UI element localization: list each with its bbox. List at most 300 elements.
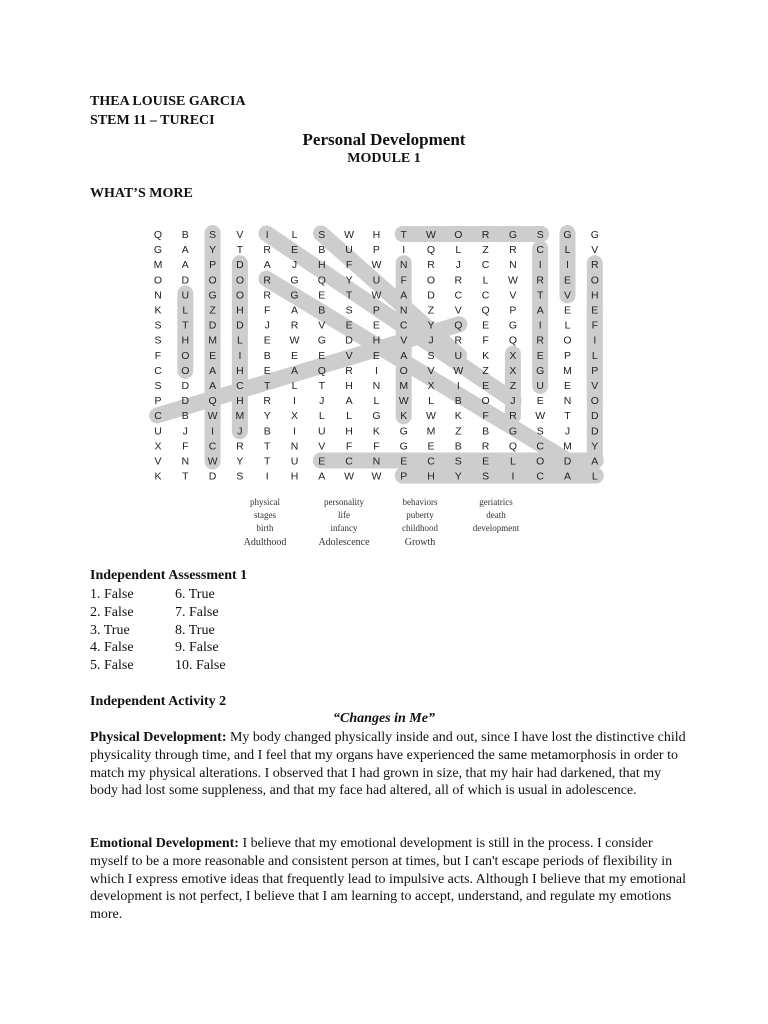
grid-letter: E [427,440,435,453]
word-adolescence: Adolescence [318,537,370,548]
answer-item: 5. False [90,658,134,674]
grid-letter: Q [317,274,326,287]
grid-letter: S [482,470,490,483]
grid-letter: A [536,304,544,317]
grid-letter: W [535,410,546,423]
grid-letter: N [154,289,162,302]
grid-letter: J [291,259,298,272]
grid-letter: H [236,304,244,317]
grid-letter: J [428,334,434,347]
grid-letter: B [318,304,326,317]
grid-letter: G [399,440,408,453]
grid-letter: O [181,349,190,362]
word-childhood: childhood [402,523,438,533]
grid-letter: L [482,274,489,287]
grid-letter: E [318,289,326,302]
grid-letter: N [563,395,572,408]
grid-letter: A [209,364,217,377]
word-search-puzzle [140,215,625,495]
grid-letter: O [481,395,490,408]
grid-letter: A [209,380,217,392]
grid-letter: U [154,425,162,438]
grid-letter: R [427,259,435,272]
grid-letter: D [181,395,190,408]
grid-letter: W [207,410,218,423]
document-title: Personal Development [302,130,466,149]
grid-letter: O [235,274,244,287]
grid-letter: I [593,334,597,347]
grid-letter: F [400,274,407,287]
grid-letter: A [345,395,353,408]
grid-letter: C [536,470,544,483]
grid-letter: R [481,440,490,453]
grid-letter: Z [455,425,462,438]
grid-letter: D [345,334,353,347]
grid-letter: O [590,395,599,408]
grid-letter: V [154,455,162,468]
grid-letter: S [345,304,353,317]
grid-letter: G [317,334,326,347]
grid-letter: S [427,349,435,362]
grid-letter: P [209,259,217,272]
grid-letter: C [536,244,544,257]
answer-item: 3. True [90,622,130,638]
grid-letter: E [318,349,326,362]
word-physical: physical [250,497,280,507]
word-development: development [472,523,520,533]
grid-letter: R [591,259,599,272]
grid-letter: J [182,425,188,438]
word-stages: stages [254,510,276,520]
grid-letter: U [290,455,299,468]
answer-item: 4. False [90,640,134,656]
grid-letter: U [372,274,381,287]
grid-letter: I [456,380,460,392]
grid-letter: N [399,304,408,317]
emotional-development-text: I believe that my emotional development is still in the process. I consider myself to be a more reasonable and consistent person at times, but I can't escape periods of flexibility in which I express emotive ideas that frequently lead to impulsive acts. Although I believe that my emotional development is not perfect, I believe that I am learning to accept, understand, and regulate my emotions more. [90,836,687,923]
grid-letter: M [563,440,572,453]
answers-col-1 [90,586,134,675]
grid-letter: G [536,364,545,377]
grid-letter: G [399,425,408,438]
grid-letter: W [344,470,355,483]
grid-letter: E [563,304,572,317]
grid-letter: Z [509,380,517,392]
grid-letter: W [453,364,464,377]
grid-letter: L [236,334,243,347]
grid-letter: S [536,229,544,241]
grid-letter: W [426,410,436,423]
grid-letter: W [207,455,218,468]
grid-letter: G [563,229,572,241]
grid-letter: J [264,319,270,332]
grid-letter: E [290,349,299,362]
grid-letter: H [318,259,326,272]
answer-item: 1. False [90,587,134,602]
grid-letter: Y [427,319,435,332]
grid-letter: G [290,289,299,302]
word-growth: Growth [404,537,436,548]
grid-letter: O [536,455,545,468]
grid-letter: P [154,395,162,408]
grid-letter: E [372,349,380,362]
grid-letter: Y [591,440,599,453]
grid-letter: F [345,259,353,272]
grid-letter: U [454,349,463,362]
grid-letter: I [293,425,296,438]
grid-letter: D [208,319,217,332]
grid-letter: F [591,319,599,332]
answer-item: 8. True [175,622,215,638]
activity-subtitle: “Changes in Me” [333,711,435,726]
word-life: life [338,510,350,520]
grid-letter: W [289,334,300,347]
grid-letter: K [372,425,380,438]
grid-letter: R [290,319,299,332]
grid-letter: F [182,440,189,453]
grid-letter: W [371,470,382,483]
grid-letter: B [482,425,490,438]
grid-letter: J [237,425,243,438]
grid-letter: V [509,289,517,302]
grid-letter: R [263,289,271,302]
whats-more-heading: WHAT’S MORE [90,186,193,201]
grid-letter: E [400,455,408,468]
grid-letter: V [427,364,435,377]
grid-letter: S [154,334,162,347]
grid-letter: V [236,229,244,241]
grid-letter: H [345,425,353,438]
grid-letter: B [263,349,271,362]
word-death: death [486,510,506,520]
grid-letter: F [154,349,162,362]
grid-letter: T [182,319,189,332]
grid-letter: M [426,425,436,438]
grid-letter: I [374,364,378,377]
grid-letter: T [345,289,353,302]
grid-letter: H [236,364,244,377]
grid-letter: O [153,274,163,287]
grid-letter: A [181,259,189,272]
emotional-development-label: Emotional Development: [90,836,239,851]
grid-letter: O [235,289,244,302]
grid-letter: R [481,229,490,241]
grid-letter: I [265,470,269,483]
grid-letter: T [318,380,326,392]
physical-development-label: Physical Development: [90,730,227,745]
grid-letter: T [564,410,571,423]
grid-letter: V [400,334,408,347]
grid-letter: H [372,229,381,241]
grid-letter: H [345,380,353,392]
word-geriatrics: geriatrics [479,497,513,507]
grid-letter: T [536,289,544,302]
grid-letter: D [181,274,190,287]
grid-letter: N [372,380,381,392]
grid-letter: Q [153,229,163,241]
grid-letter: R [509,244,517,257]
grid-letter: Q [454,319,463,332]
grid-letter: P [372,244,380,257]
grid-letter: A [563,470,572,483]
grid-letter: G [508,319,517,332]
grid-letter: B [181,229,189,241]
grid-letter: M [563,364,572,377]
grid-letter: H [290,470,299,483]
grid-letter: C [208,440,217,453]
grid-letter: O [426,274,436,287]
grid-letter: R [263,395,271,408]
grid-letter: E [263,364,271,377]
grid-letter: G [372,410,381,423]
grid-letter: E [372,319,380,332]
grid-letter: E [482,455,490,468]
grid-letter: N [509,259,517,272]
grid-letter: X [154,440,162,453]
grid-letter: I [211,425,215,438]
grid-letter: G [208,289,217,302]
grid-letter: L [509,455,516,468]
word-list [200,497,560,552]
grid-letter: C [454,289,463,302]
answer-item: 9. False [175,640,219,656]
grid-letter: E [563,380,572,392]
grid-letter: T [182,470,189,483]
word-highlight [395,468,604,484]
grid-letter: H [236,395,244,408]
grid-letter: A [181,244,189,257]
activity-heading: Independent Activity 2 [90,694,227,709]
grid-letter: V [563,289,572,302]
grid-letter: C [481,289,490,302]
grid-letter: K [454,410,462,423]
grid-letter: B [454,440,462,453]
grid-letter: C [399,319,408,332]
grid-letter: L [428,395,434,408]
grid-letter: D [591,410,599,423]
grid-letter: S [154,380,162,392]
grid-letter: R [263,244,271,257]
grid-letter: L [373,395,380,408]
grid-letter: J [319,395,325,408]
grid-letter: P [591,364,599,377]
grid-letter: L [591,349,598,362]
grid-letter: E [318,455,326,468]
answers-col-2 [175,586,226,675]
grid-letter: D [236,319,244,332]
answer-item: 10. False [175,658,226,674]
grid-letter: O [208,274,217,287]
grid-letter: M [399,380,409,392]
grid-letter: A [290,364,299,377]
answer-item: 7. False [175,604,219,620]
grid-letter: J [510,395,516,408]
grid-letter: I [238,349,242,362]
grid-letter: H [427,470,435,483]
assessment-heading: Independent Assessment 1 [90,568,248,583]
grid-letter: U [345,244,353,257]
grid-letter: L [291,229,298,241]
grid-letter: F [263,304,271,317]
grid-letter: R [509,410,517,423]
grid-letter: W [426,229,436,241]
grid-letter: F [482,410,489,423]
grid-letter: U [181,289,190,302]
grid-letter: B [318,244,326,257]
word-puberty: puberty [406,510,434,520]
grid-letter: B [181,410,189,423]
grid-letter: I [265,229,269,241]
grid-letter: I [566,259,569,272]
grid-letter: N [181,455,190,468]
grid-letter: L [455,244,462,257]
grid-letter: G [508,425,517,438]
grid-letter: S [209,229,217,241]
grid-letter: T [400,229,407,241]
grid-letter: C [154,410,162,423]
grid-letter: L [564,319,571,332]
grid-letter: E [536,349,544,362]
grid-letter: Q [481,304,490,317]
grid-letter: W [371,289,382,302]
grid-letter: N [290,440,299,453]
word-birth: birth [256,523,274,533]
grid-letter: P [563,349,572,362]
word-infancy: infancy [330,523,358,533]
grid-letter: P [400,470,408,483]
grid-letter: D [563,455,572,468]
grid-letter: L [318,410,325,423]
grid-letter: D [208,470,217,483]
grid-letter: O [563,334,572,347]
grid-letter: Q [508,440,517,453]
grid-letter: E [482,319,490,332]
grid-letter: E [591,304,599,317]
grid-letter: B [263,425,271,438]
grid-letter: A [400,289,408,302]
grid-letter: R [536,334,544,347]
grid-letter: Y [345,274,353,287]
grid-letter: A [318,470,326,483]
grid-letter: S [236,470,244,483]
grid-letter: H [591,289,599,302]
grid-letter: N [399,259,408,272]
word-adulthood: Adulthood [243,537,287,548]
grid-letter: T [263,380,271,392]
grid-letter: H [181,334,190,347]
grid-letter: E [290,244,299,257]
grid-letter: Y [236,455,244,468]
grid-letter: E [209,349,217,362]
grid-letter: X [509,364,517,377]
grid-letter: K [482,349,490,362]
grid-letter: R [345,364,353,377]
grid-letter: U [318,425,326,438]
emotional-development-paragraph [90,835,690,924]
grid-letter: V [345,349,353,362]
grid-letter: E [482,380,490,392]
grid-letter: I [538,319,542,332]
grid-letter: B [454,395,462,408]
grid-letter: E [536,395,544,408]
grid-letter: V [318,440,326,453]
grid-letter: L [346,410,353,423]
grid-letter: V [591,380,599,392]
grid-letter: V [454,304,462,317]
grid-letter: D [591,425,599,438]
grid-letter: I [538,259,542,272]
grid-letter: R [454,334,463,347]
grid-letter: Z [482,364,489,377]
grid-letter: K [154,470,162,483]
grid-letter: G [508,229,517,241]
grid-letter: H [372,334,381,347]
grid-letter: V [591,244,599,257]
grid-letter: D [181,380,190,392]
grid-letter: X [427,380,435,392]
grid-letter: D [236,259,244,272]
grid-letter: L [591,470,598,483]
word-behaviors: behaviors [402,497,438,507]
grid-letter: Q [208,395,217,408]
grid-letter: Z [209,304,216,317]
grid-letter: C [345,455,353,468]
grid-letter: U [536,380,544,392]
grid-letter: A [290,304,299,317]
word-highlight [395,226,550,242]
grid-letter: Q [426,244,436,257]
grid-letter: F [345,440,353,453]
answer-item: 6. True [175,587,215,602]
grid-letter: W [344,229,355,241]
grid-letter: M [235,410,245,423]
grid-letter: G [153,244,163,257]
grid-letter: C [536,440,544,453]
grid-letter: L [564,244,571,257]
grid-letter: C [427,455,435,468]
grid-letter: M [208,334,217,347]
grid-letter: I [293,395,296,408]
grid-letter: O [399,364,408,377]
grid-letter: V [318,319,326,332]
grid-letter: T [236,244,244,257]
grid-letter: X [290,410,299,423]
grid-letter: O [181,364,190,377]
grid-letter: I [511,470,515,483]
grid-letter: Y [209,244,217,257]
student-section: STEM 11 – TURECI [90,113,215,128]
grid-letter: T [263,440,271,453]
grid-letter: Q [508,334,517,347]
grid-letter: Q [317,364,326,377]
grid-letter: E [345,319,353,332]
grid-letter: E [263,334,271,347]
grid-letter: R [454,274,463,287]
grid-letter: W [398,395,409,408]
grid-letter: X [509,349,517,362]
grid-letter: F [482,334,489,347]
grid-letter: W [371,259,382,272]
grid-letter: E [563,274,572,287]
module-label: MODULE 1 [347,151,421,166]
grid-letter: R [263,274,271,287]
grid-letter: G [590,229,599,241]
grid-letter: L [291,380,298,392]
word-personality: personality [324,497,364,507]
grid-letter: P [372,304,380,317]
grid-letter: O [454,229,463,241]
grid-letter: M [153,259,163,272]
